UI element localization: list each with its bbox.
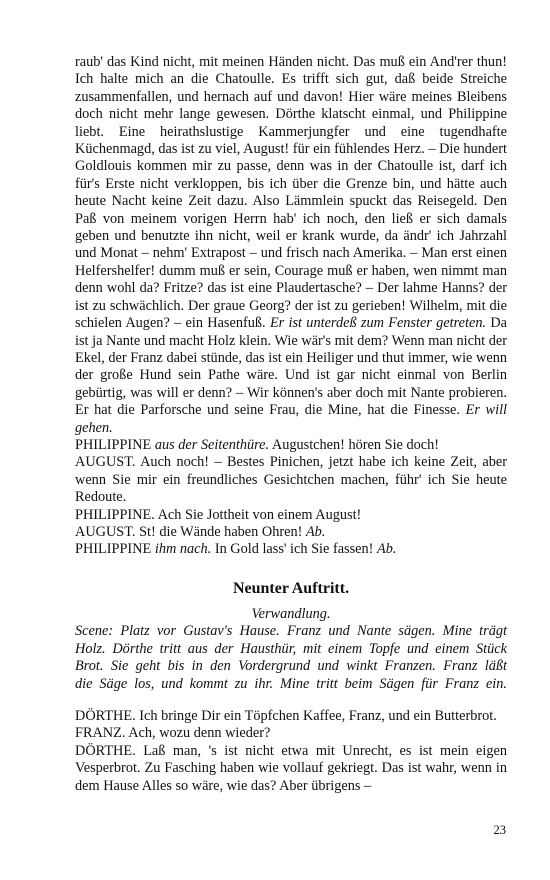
monologue-paragraph: raub' das Kind nicht, mit meinen Händen nicht. Das muß ein And'rer thun! Ich halte mich an die Chatoulle. Es trifft sich gut, daß beide Streiche zusammenfallen, und hernach auf und davon! Hier wäre meines Bleibens doch nicht mehr lange gewesen. Dörthe klatscht einmal, und Philippine liebt. Eine heirathslustige Kammerjungfer und eine tugendhafte Küchenmagd, das ist zu viel, August! für ein fühlendes Herz. – Die hundert Goldlouis kommen mir zu passe, denn was in der Chatoulle ist, darf ich für's Erste nicht verkloppen, bis ich über die Grenze bin, und hätte auch heute Nacht keine Zeit dazu. Also Lämmlein spuckt das Reisegeld. Den Paß von meinem vorigen Herrn hab' ich noch, den ließ er sich damals geben und benutzte ihn nicht, weil er krank wurde, da ändr' ich Jahrzahl und Monat – nehm' Extrapost – und frisch nach Amerika. – Man erst einen Helfershelfer! dumm muß er sein, Courage muß er haben, wen nimmt man denn wohl da? Fritze? das ist eine Plaudertasche? – Der lahme Hanns? der ist zu schwächlich. Der graue Georg? der ist zu gerieben! Wilhelm, mit die schielen Augen? – ein Hasenfuß. Er ist unterdeß zum Fenster getreten. Da ist ja Nante und macht Holz klein. Wie wär's mit dem? Wenn man nicht der Ekel, der Franz dabei stünde, das ist ein Heiliger und thut immer, wie wenn der große Hund sein Pathe wäre. Und ist gar nicht einmal von Berlin gebürtig, was will er denn? – Wir können's aber doch mit Nante probieren. Er hat die Parforsche und seine Frau, die Mine, hat die Finesse. Er will gehen. <box>75 54 508 436</box>
stage-direction-line: die Säge los, und kommt zu ihr. Mine tritt beim Sägen für Franz ein. <box>75 675 507 692</box>
speech-line: DÖRTHE. Laß man, 's ist nicht etwa mit Unrecht, es ist mein eigen Vesperbrot. Zu Fasching haben wie vollauf gekriegt. Das ist wahr, wenn in dem Hause Alles so wäre, wie das? Aber übrigens – <box>75 742 507 794</box>
speech-line: PHILIPPINE. Ach Sie Jottheit von einem August! <box>75 506 362 523</box>
stage-direction-inline: Er ist unterdeß zum Fenster getreten. <box>269 315 487 332</box>
speech-line: AUGUST. St! die Wände haben Ohren! Ab. <box>75 523 326 540</box>
stage-direction-line: Holz. Dörthe tritt aus der Hausthür, mit einem Topfe und einem Stück <box>75 640 507 657</box>
stage-direction-inline: Er will gehen. <box>75 402 508 436</box>
monologue-block <box>75 54 507 559</box>
stage-direction-line: Scene: Platz vor Gustav's Hause. Franz und Nante sägen. Mine trägt <box>75 623 507 640</box>
speech-line: DÖRTHE. Ich bringe Dir ein Töpfchen Kaffee, Franz, und ein Butterbrot. <box>75 708 497 724</box>
speech-line: PHILIPPINE ihm nach. In Gold lass' ich Sie fassen! Ab. <box>75 541 397 558</box>
speech-line: AUGUST. Auch noch! – Bestes Pinichen, jetzt habe ich keine Zeit, aber wenn Sie mir ein freundliches Gesichtchen machen, führ' ich Sie heute Redoute. <box>75 454 507 506</box>
scene-heading: Neunter Auftritt. <box>232 580 350 597</box>
speech-line: PHILIPPINE aus der Seitenthüre. Augustchen! hören Sie doch! <box>75 436 440 453</box>
stage-direction-line: Brot. Sie geht bis in den Vordergrund und winkt Franzen. Franz läßt <box>75 658 507 675</box>
page-number: 23 <box>493 823 506 837</box>
stage-direction-title: Verwandlung. <box>251 606 331 622</box>
speech-line: FRANZ. Ach, wozu denn wieder? <box>75 725 271 742</box>
stage-direction-block <box>75 606 507 693</box>
dialogue-block <box>75 708 507 795</box>
